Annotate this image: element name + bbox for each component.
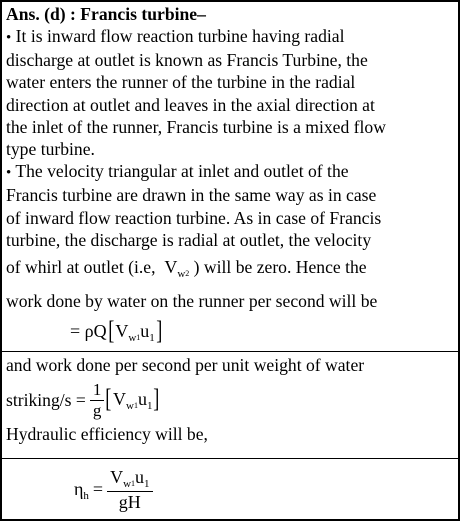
paragraph-text: It is inward flow reaction turbine having radial	[15, 26, 345, 46]
paragraph-line: the inlet of the runner, Francis turbine is a mixed flow	[6, 116, 386, 137]
efficiency-fraction: $\frac{V_w1u_1}{gH}$	[107, 467, 152, 512]
paragraph-line	[6, 252, 454, 286]
paragraph-inward-flow	[6, 25, 454, 160]
work-expression: $[V_w1u_1]$	[105, 384, 160, 414]
paragraph-line	[6, 378, 454, 422]
answer-heading: Ans. (d) : Francis turbine–	[6, 4, 206, 24]
paragraph-line: of inward flow reaction turbine. As in case of Francis	[6, 207, 382, 228]
paragraph-text: The velocity triangular at inlet and outlet of the	[15, 161, 349, 182]
equation-lhs: = ρQ	[70, 321, 107, 342]
paragraph-text: striking/s =	[6, 390, 86, 411]
paragraph-line: water enters the runner of the turbine in the radial	[6, 72, 356, 93]
bullet-icon: •	[6, 30, 12, 46]
paragraph-line: Francis turbine are drawn in the same way as in case	[6, 185, 377, 206]
paragraph-text: of whirl at outlet (i.e,	[6, 257, 156, 278]
paragraph-line: work done by water on the runner per second will be	[6, 291, 378, 312]
paragraph-line: direction at outlet and leaves in the axial direction at	[6, 94, 375, 115]
paragraph-line	[6, 160, 454, 184]
equation-var: V	[115, 321, 129, 342]
paragraph-line	[6, 25, 454, 49]
paragraph-line: discharge at outlet is known as Francis Turbine, the	[6, 50, 368, 71]
paragraph-line: turbine, the discharge is radial at outlet, the velocity	[6, 229, 372, 250]
efficiency-symbol: $\eta_h$	[74, 479, 89, 502]
paragraph-line: Hydraulic efficiency will be,	[6, 424, 208, 445]
whirl-velocity-symbol: $V_w2$	[164, 257, 190, 281]
paragraph-line: type turbine.	[6, 139, 95, 160]
equation-work-done: = $\rho Q[V_w1u_1]$	[70, 316, 163, 346]
paragraph-velocity-triangle	[6, 160, 454, 316]
bullet-icon: •	[6, 165, 12, 182]
paragraph-text: ) will be zero. Hence the	[193, 257, 367, 278]
fraction-one-over-g: $\frac{1}{g}$	[90, 380, 105, 421]
answer-cell-efficiency	[2, 458, 458, 519]
equation-hydraulic-efficiency: $\eta_h$ = $\frac{V_w1u_1}{gH}$	[74, 467, 454, 512]
answer-cell-main	[2, 2, 458, 349]
answer-cell-work-per-weight	[2, 351, 458, 456]
paragraph-line: and work done per second per unit weight of water	[6, 355, 365, 375]
